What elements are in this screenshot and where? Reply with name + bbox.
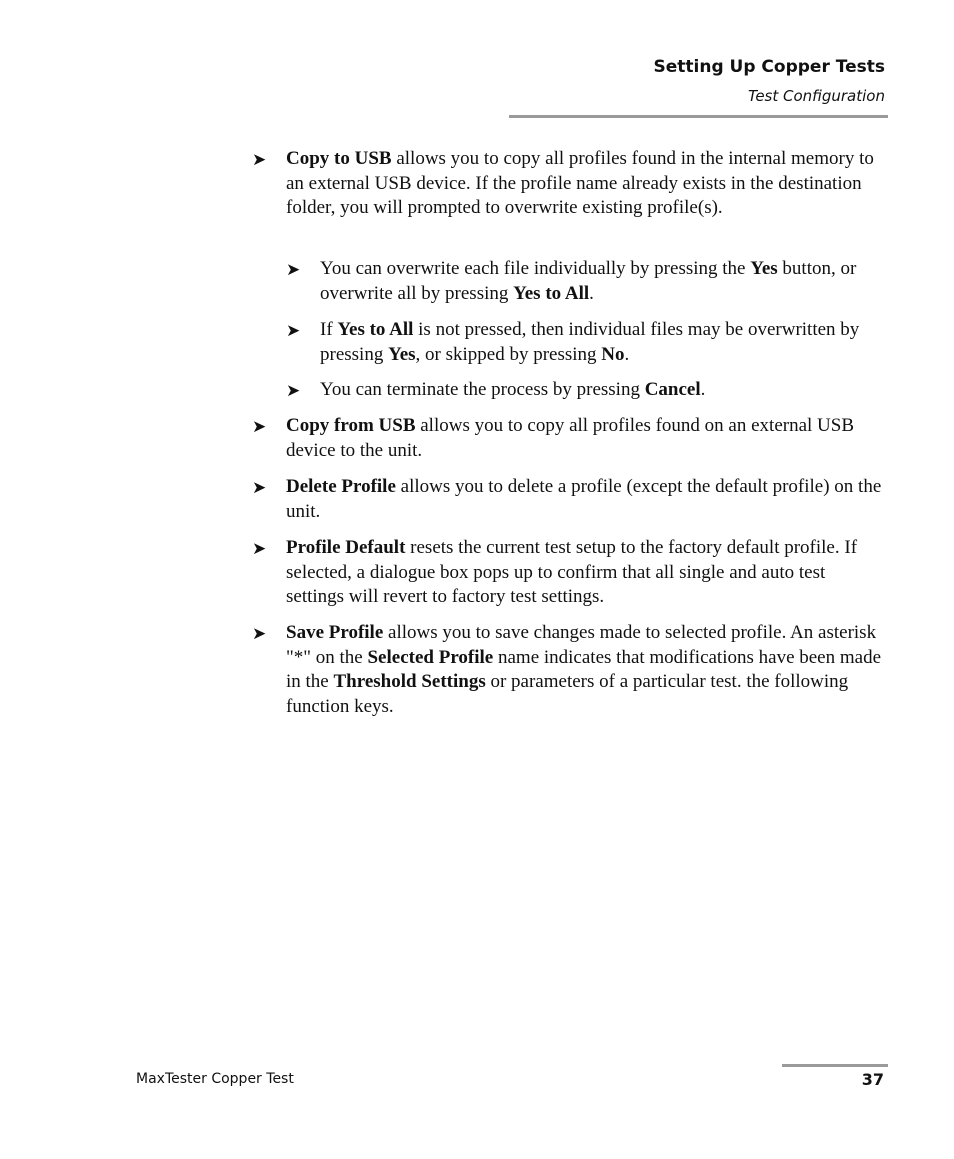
header-rule <box>509 115 888 118</box>
section-subtitle: Test Configuration <box>748 87 885 105</box>
term: Yes to All <box>513 282 590 304</box>
term: Delete Profile <box>286 476 396 497</box>
term: Yes to All <box>337 319 414 340</box>
text-run: You can overwrite each file individually by pressing the <box>320 258 751 279</box>
text-run: allows you to save changes made to selected profile. An asterisk "*" on the <box>286 622 877 668</box>
description: allows you to copy all profiles found in the internal memory to an external USB device. If the profile name already exists in the destination folder, you will prompted to overwrite existing profile(s). <box>286 148 874 219</box>
text-run: . <box>589 282 594 304</box>
text-run: . <box>700 379 706 400</box>
term: Copy from USB <box>286 415 416 436</box>
arrow-bullet-icon: ➤ <box>286 260 301 280</box>
list-item-profile-default <box>252 536 886 610</box>
arrow-bullet-icon: ➤ <box>286 321 301 341</box>
text-run: If <box>320 319 338 340</box>
text-run: is not pressed, then individual files may be overwritten by pressing <box>320 319 860 365</box>
term: Selected Profile <box>367 646 494 668</box>
page-number: 37 <box>861 1070 884 1089</box>
term: Yes <box>388 343 416 365</box>
term: Cancel <box>644 379 701 400</box>
arrow-bullet-icon: ➤ <box>252 150 267 170</box>
chapter-title: Setting Up Copper Tests <box>653 57 885 77</box>
term: No <box>601 343 625 365</box>
text-run: You can terminate the process by pressing <box>320 379 645 400</box>
term: Copy to USB <box>286 148 392 169</box>
term: Yes <box>750 258 778 279</box>
arrow-bullet-icon: ➤ <box>252 417 267 437</box>
list-item-copy-to-usb <box>252 147 886 221</box>
footer-rule <box>782 1064 888 1067</box>
list-item-copy-from-usb <box>252 414 886 463</box>
description: resets the current test setup to the factory default profile. If selected, a dialogue box pops up to confirm that all single and auto test settings will revert to factory test settings. <box>286 537 858 608</box>
arrow-bullet-icon: ➤ <box>252 624 267 644</box>
list-item-save-profile <box>252 621 886 719</box>
term: Threshold Settings <box>333 671 486 693</box>
arrow-bullet-icon: ➤ <box>286 381 301 401</box>
sub-item-overwrite <box>286 257 886 306</box>
list-item-delete-profile <box>252 475 886 524</box>
text-run: or parameters of a particular test. the following function keys. <box>286 671 849 717</box>
description: allows you to delete a profile (except the default profile) on the unit. <box>286 476 882 522</box>
text-run: name indicates that modifications have been made in the <box>286 646 882 693</box>
arrow-bullet-icon: ➤ <box>252 539 267 559</box>
text-run: button, or overwrite all by pressing <box>320 258 857 304</box>
sub-item-yes-to-all <box>286 318 886 367</box>
sub-item-cancel <box>286 378 886 403</box>
text-run: . <box>624 343 630 365</box>
text-run: , or skipped by pressing <box>415 343 602 365</box>
term: Save Profile <box>286 622 384 643</box>
footer-product-name: MaxTester Copper Test <box>136 1071 294 1087</box>
description: allows you to copy all profiles found on an external USB device to the unit. <box>286 415 855 461</box>
arrow-bullet-icon: ➤ <box>252 478 267 498</box>
term: Profile Default <box>286 537 406 558</box>
